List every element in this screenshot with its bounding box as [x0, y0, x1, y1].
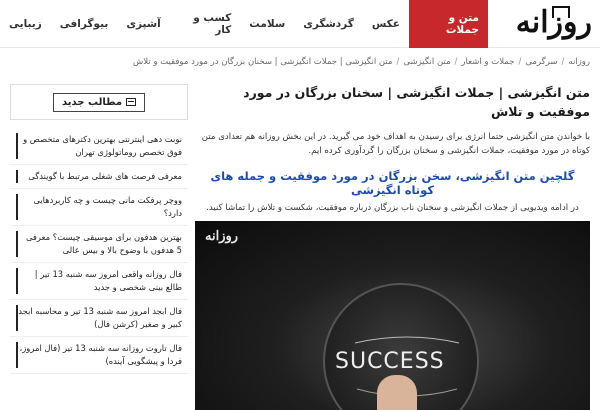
video-description: در ادامه ویدیویی از جملات انگیزشی و سخنان ناب بزرگان درباره موفقیت، شکست و تلاش را تماشا کنید. [206, 202, 579, 213]
breadcrumb-separator-icon: / [518, 57, 522, 67]
list-item-title: فال تاروت روزانه سه شنبه 13 تیر (فال امروز، فردا و پیشگویی آینده) [19, 343, 182, 367]
nav-item-cooking[interactable]: آشپزی [126, 18, 161, 30]
intro-paragraph: با خواندن متن انگیزشی حتما انرژی برای رسیدن به اهداف خود می گیرید. در این بخش روزانه هم تعدادی متن کوتاه در مورد موفقیت، جملات انگیزشی و سخنان بزرگان را گردآوری کرده ایم. [201, 131, 590, 157]
main-nav [0, 0, 488, 48]
breadcrumb-motivational[interactable]: متن انگیزشی [403, 57, 451, 67]
video-watermark: روزانه [205, 228, 239, 244]
breadcrumb-separator-icon: / [454, 57, 458, 67]
list-item-title: ووچر پرفکت مانی چیست و چه کاربردهایی دارد؟ [33, 195, 182, 219]
breadcrumb-home[interactable]: روزانه [568, 57, 590, 67]
breadcrumb-current: متن انگیزشی | جملات انگیزشی | سخنان بزرگان در مورد موفقیت و تلاش [132, 57, 393, 67]
site-header [0, 0, 600, 48]
nav-item-health[interactable]: سلامت [249, 18, 286, 30]
nav-item-tourism[interactable]: گردشگری [303, 18, 354, 30]
list-item-title: فال روزانه واقعی امروز سه شنبه 13 تیر | طالع بینی شخصی و جدید [34, 269, 182, 293]
list-bullet-icon [16, 194, 18, 220]
list-item-title: فال ابجد امروز سه شنبه 13 تیر و محاسبه ابجد کبیر و صغیر (کرشن فال) [18, 306, 182, 330]
page-title: متن انگیزشی | جملات انگیزشی | سخنان بزرگان در مورد موفقیت و تلاش [243, 85, 590, 119]
list-bullet-icon [16, 268, 18, 294]
list-item-title: بهترین هدفون برای موسیقی چیست؟ معرفی 5 هدفون با وضوح بالا و بیس عالی [25, 232, 182, 256]
video-player[interactable] [195, 221, 590, 410]
nav-item-business[interactable]: کسب و کار [193, 12, 232, 36]
list-item-title: معرفی فرصت های شغلی مرتبط با گویندگی [28, 171, 182, 182]
logo-text: روزانه [515, 5, 592, 40]
hand-image [377, 375, 417, 410]
list-item[interactable] [10, 128, 188, 165]
nav-item-biography[interactable]: بیوگرافی [59, 18, 109, 30]
nav-item-texts[interactable]: متن و جملات [409, 0, 488, 48]
new-posts-label: مطالب جدید [61, 96, 123, 108]
newspaper-icon [126, 98, 136, 106]
list-item[interactable] [10, 165, 188, 189]
sidebar [10, 84, 188, 374]
new-posts-header [10, 84, 188, 120]
nav-item-photos[interactable]: عکس [371, 18, 400, 30]
list-bullet-icon [16, 231, 18, 257]
list-bullet-icon [16, 170, 18, 183]
list-item[interactable] [10, 189, 188, 226]
new-posts-button[interactable] [53, 93, 145, 112]
list-bullet-icon [16, 305, 18, 331]
sub-heading: گلچین متن انگیزشی، سخن بزرگان در مورد موفقیت و جمله های کوتاه انگیزشی [210, 168, 575, 197]
site-logo[interactable] [515, 3, 592, 45]
list-bullet-icon [16, 342, 18, 368]
breadcrumb [133, 57, 590, 67]
list-item[interactable] [10, 337, 188, 374]
list-item[interactable] [10, 226, 188, 263]
breadcrumb-separator-icon: / [396, 57, 400, 67]
list-bullet-icon [16, 133, 18, 159]
nav-item-beauty[interactable]: زیبایی [9, 18, 42, 30]
board-word: SUCCESS [335, 348, 445, 374]
breadcrumb-separator-icon: / [561, 57, 565, 67]
new-posts-list [10, 128, 188, 374]
breadcrumb-quotes[interactable]: جملات و اشعار [461, 57, 515, 67]
main-content [195, 84, 590, 410]
list-item[interactable] [10, 300, 188, 337]
list-item[interactable] [10, 263, 188, 300]
list-item-title: نوبت دهی اینترنتی بهترین دکترهای متخصص و فوق تخصص روماتولوژی تهران [23, 134, 182, 158]
breadcrumb-entertainment[interactable]: سرگرمی [525, 57, 558, 67]
